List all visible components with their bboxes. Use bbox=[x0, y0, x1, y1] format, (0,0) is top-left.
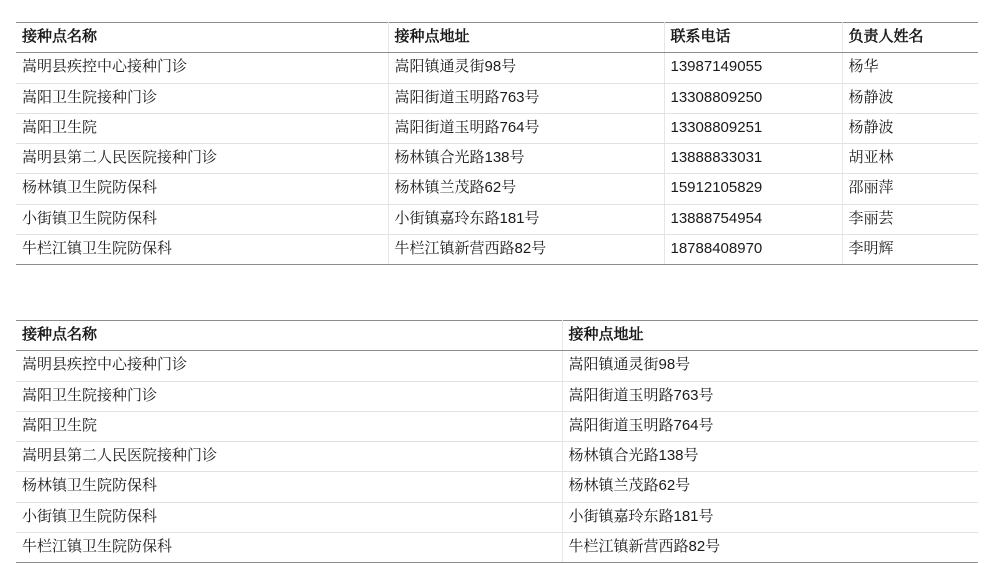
table-row bbox=[16, 174, 978, 204]
column-header-manager-name: 负责人姓名 bbox=[842, 23, 978, 53]
table-row bbox=[16, 204, 978, 234]
column-header-site-name: 接种点名称 bbox=[16, 321, 562, 351]
cell-site-name: 嵩阳卫生院接种门诊 bbox=[16, 381, 562, 411]
column-header-site-address: 接种点地址 bbox=[388, 23, 664, 53]
cell-site-name: 嵩阳卫生院 bbox=[16, 411, 562, 441]
cell-phone: 18788408970 bbox=[664, 234, 842, 264]
cell-site-name: 嵩明县疾控中心接种门诊 bbox=[16, 53, 388, 83]
table-row bbox=[16, 53, 978, 83]
table-header-row bbox=[16, 321, 978, 351]
column-header-phone: 联系电话 bbox=[664, 23, 842, 53]
column-header-site-address: 接种点地址 bbox=[562, 321, 978, 351]
vaccination-sites-brief-table bbox=[16, 320, 978, 563]
cell-site-address: 小街镇嘉玲东路181号 bbox=[388, 204, 664, 234]
cell-site-name: 杨林镇卫生院防保科 bbox=[16, 174, 388, 204]
table-row bbox=[16, 113, 978, 143]
cell-site-name: 嵩明县第二人民医院接种门诊 bbox=[16, 442, 562, 472]
cell-site-address: 杨林镇兰茂路62号 bbox=[388, 174, 664, 204]
table-row bbox=[16, 411, 978, 441]
cell-phone: 13987149055 bbox=[664, 53, 842, 83]
cell-site-address: 牛栏江镇新营西路82号 bbox=[388, 234, 664, 264]
table-row bbox=[16, 502, 978, 532]
table-row bbox=[16, 532, 978, 562]
cell-manager-name: 杨华 bbox=[842, 53, 978, 83]
table-row bbox=[16, 351, 978, 381]
cell-site-address: 嵩阳镇通灵街98号 bbox=[562, 351, 978, 381]
cell-site-address: 嵩阳街道玉明路764号 bbox=[388, 113, 664, 143]
table-row bbox=[16, 381, 978, 411]
cell-site-name: 小街镇卫生院防保科 bbox=[16, 502, 562, 532]
vaccination-sites-full-table bbox=[16, 22, 978, 265]
cell-site-name: 嵩阳卫生院接种门诊 bbox=[16, 83, 388, 113]
cell-site-name: 嵩明县疾控中心接种门诊 bbox=[16, 351, 562, 381]
cell-site-name: 牛栏江镇卫生院防保科 bbox=[16, 234, 388, 264]
cell-site-address: 牛栏江镇新营西路82号 bbox=[562, 532, 978, 562]
table-row bbox=[16, 442, 978, 472]
cell-site-address: 小街镇嘉玲东路181号 bbox=[562, 502, 978, 532]
cell-site-name: 嵩阳卫生院 bbox=[16, 113, 388, 143]
cell-manager-name: 杨静波 bbox=[842, 83, 978, 113]
cell-phone: 13308809250 bbox=[664, 83, 842, 113]
table-row bbox=[16, 83, 978, 113]
cell-site-address: 杨林镇兰茂路62号 bbox=[562, 472, 978, 502]
cell-site-address: 嵩阳街道玉明路764号 bbox=[562, 411, 978, 441]
cell-manager-name: 杨静波 bbox=[842, 113, 978, 143]
cell-phone: 13888754954 bbox=[664, 204, 842, 234]
cell-phone: 15912105829 bbox=[664, 174, 842, 204]
cell-manager-name: 胡亚林 bbox=[842, 144, 978, 174]
cell-phone: 13308809251 bbox=[664, 113, 842, 143]
cell-phone: 13888833031 bbox=[664, 144, 842, 174]
cell-site-name: 杨林镇卫生院防保科 bbox=[16, 472, 562, 502]
table-row bbox=[16, 234, 978, 264]
table-row bbox=[16, 144, 978, 174]
cell-site-address: 杨林镇合光路138号 bbox=[388, 144, 664, 174]
table-row bbox=[16, 472, 978, 502]
cell-site-name: 嵩明县第二人民医院接种门诊 bbox=[16, 144, 388, 174]
cell-site-address: 嵩阳街道玉明路763号 bbox=[388, 83, 664, 113]
column-header-site-name: 接种点名称 bbox=[16, 23, 388, 53]
cell-site-address: 嵩阳镇通灵街98号 bbox=[388, 53, 664, 83]
cell-site-name: 牛栏江镇卫生院防保科 bbox=[16, 532, 562, 562]
cell-manager-name: 李丽芸 bbox=[842, 204, 978, 234]
cell-site-name: 小街镇卫生院防保科 bbox=[16, 204, 388, 234]
cell-site-address: 嵩阳街道玉明路763号 bbox=[562, 381, 978, 411]
cell-site-address: 杨林镇合光路138号 bbox=[562, 442, 978, 472]
table-header-row bbox=[16, 23, 978, 53]
cell-manager-name: 李明辉 bbox=[842, 234, 978, 264]
cell-manager-name: 邵丽萍 bbox=[842, 174, 978, 204]
